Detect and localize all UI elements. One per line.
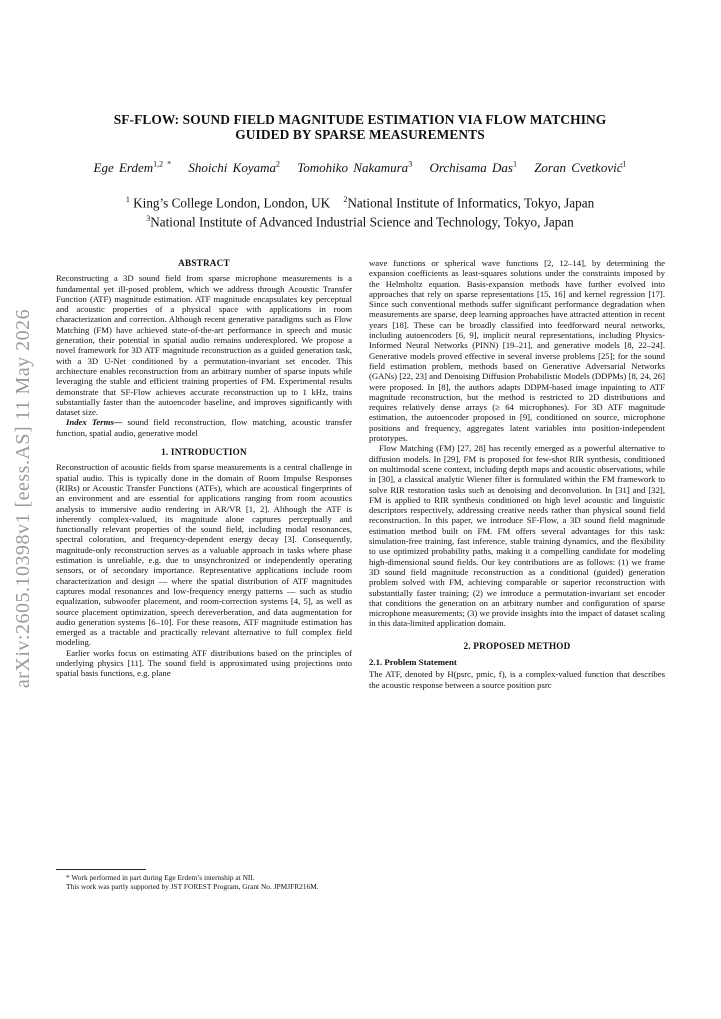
author-name: Zoran Cvetković (534, 160, 623, 176)
affil-mark: 1 (125, 195, 130, 204)
author-name: Shoichi Koyama (188, 160, 276, 176)
affil-mark: 2 (343, 195, 348, 204)
abstract-heading: ABSTRACT (178, 258, 230, 268)
title-line-1: SF-FLOW: SOUND FIELD MAGNITUDE ESTIMATION VIA FLOW MATCHING (113, 112, 607, 127)
affiliation-3: National Institute of Advanced Industrial Science and Technology, Tokyo, Japan (150, 214, 574, 230)
index-terms (56, 417, 352, 438)
author-affil-mark: 2 (275, 160, 280, 169)
author (429, 160, 517, 175)
affil-mark: 3 (146, 214, 151, 224)
right-column (369, 258, 665, 690)
arxiv-stamp-text: arXiv:2605.10398v1 [eess.AS] 11 May 2026 (12, 308, 35, 688)
author-affil-mark: 3 (408, 160, 413, 169)
footnotes (56, 873, 352, 891)
author-name: Orchisama Das (429, 160, 513, 176)
paper-title (60, 112, 660, 142)
affiliation-2: National Institute of Informatics, Tokyo, Japan (347, 195, 595, 211)
author (188, 160, 280, 175)
affiliations (40, 192, 680, 231)
left-column (56, 258, 352, 679)
affiliation-line-1 (40, 192, 680, 211)
intro-paragraph-1: Reconstruction of acoustic fields from sparse measurements is a central challenge in spatial audio. This is typically done in the domain of Room Impulse Responses (RIRs) or Acoustic Transfer Functions (ATFs), which are acoustical fingerprints of an environment and are essential for applications ranging from room acoustics analysis to immersive audio rendering in AR/VR [1, 2]. Although the ATF is inherently complex-valued, its magnitude alone captures perceptually and functionally relevant properties of the sound field, including modal resonances, spectral coloration, and frequency-dependent energy decay [3]. Consequently, magnitude-only reconstruction serves as a valuable approach in tasks where phase estimation is unreliable, e.g. due to unsynchronized or independently operating sensors, or of secondary importance. Representative applications include room characterization and design — where the spatial distribution of ATF magnitudes captures modal resonances and low-frequency energy patterns — such as studio equalization, subwoofer placement, and room-correction systems [4, 5], as well as source placement optimization, speech dereverberation, and data augmentation for audio generation systems [6–10]. For these reasons, ATF magnitude estimation has emerged as a tractable and practically relevant alternative to full complex field modeling. (56, 462, 352, 648)
author-affil-mark: 1,2 * (153, 160, 172, 169)
author (297, 160, 412, 175)
method-heading: 2. PROPOSED METHOD (463, 640, 571, 651)
arxiv-stamp (4, 288, 44, 708)
author-affil-mark: 1 (512, 160, 517, 169)
index-terms-text: sound field reconstruction, flow matching, acoustic transfer function, spatial audio, generative model (56, 417, 352, 438)
author-name: Tomohiko Nakamura (297, 160, 409, 176)
author-affil-mark: 1 (622, 160, 627, 169)
affiliation-1: King’s College London, London, UK (133, 195, 331, 211)
author-name: Ege Erdem (93, 160, 154, 176)
affiliation-line-2 (40, 211, 680, 230)
footnote-2: This work was partly supported by JST FOREST Program, Grant No. JPMJFR216M. (66, 882, 319, 891)
author (94, 160, 172, 175)
introduction-heading: 1. INTRODUCTION (161, 447, 247, 458)
intro-paragraph-3: wave functions or spherical wave functions [2, 12–14], by determining the expansion coefficients as least-squares solutions under the constraints imposed by the Helmholtz equation. Basis-expansion methods have further evolved into approaches that rely on sparse representations [15, 16] and kernel regression [17]. Since such conventional methods suffer significant performance degradation when measurements are sparse, deep learning approaches have attracted attention in recent years [18]. These can be broadly classified into feedforward neural networks, including autoencoders [6, 9], implicit neural representations, including Physics-Informed Neural Networks (PINN) [19–21], and generative models [8, 22–24]. Generative models proved effective in several inverse problems [25]; for the sound field estimation problem, methods based on Generative Adversarial Networks (GANs) [22, 23] and Denoising Diffusion Probabilistic Models (DDPMs) [8, 24, 26] were proposed. In [8], the authors adapts DDPM-based image inpainting to ATF magnitude reconstruction, but the method is restricted to 2D distributions and requires relatively dense arrays (≥ 64 microphones). For 3D ATF magnitude estimation, the autoencoder proposed in [9], conditioned on source, microphone positions and frequency, aggregates latent variables into position-independent prototypes. (369, 258, 665, 444)
abstract-text: Reconstructing a 3D sound field from sparse microphone measurements is a fundamental yet ill-posed problem, which we address through Acoustic Transfer Function (ATF) magnitude estimation. ATF magnitude encapsulates key perceptual and acoustic properties of a physical space with applications in room characterization and correction. Although recent generative paradigms such as Flow Matching (FM) have achieved state-of-the-art performance in speech and music generation, their potential in spatial audio remains underexplored. We propose a novel framework for 3D ATF magnitude reconstruction as a guided generation task, with a 3D U-Net conditioned by a permutation-invariant set encoder. This architecture enables reconstruction from an arbitrary number of sparse inputs while leveraging the stable and efficient training properties of FM. Experimental results demonstrate that SF-Flow achieves accurate reconstruction up to 1 kHz, trains substantially faster than the autoencoder baseline, and improves significantly with dataset size. (56, 273, 352, 418)
index-terms-label: Index Terms— (66, 417, 123, 428)
title-line-2: GUIDED BY SPARSE MEASUREMENTS (235, 127, 485, 142)
intro-paragraph-2: Earlier works focus on estimating ATF distributions based on the principles of underlying physics [11]. The sound field is approximated using projections onto spatial basis functions, e.g. plane (56, 647, 352, 679)
intro-paragraph-4: Flow Matching (FM) [27, 28] has recently emerged as a powerful alternative to diffusion models. In [29], FM is proposed for few-shot RIR synthesis, conditioned on multimodal scene context, including depth maps and acoustic observations, while in [30], a classical analytic Wiener filter is formulated within the FM framework to solve RIR restoration tasks such as denoising and deconvolution. In [31] and [32], FM is applied to RIR synthesis conditioned on high level acoustic and linguistic descriptors respectively, addressing creative needs rather than physical sound field reconstruction. In this paper, we introduce SF-Flow, a 3D sound field magnitude estimation method built on FM. FM offers several advantages for this task: simulation-free training, fast inference, stable training dynamics, and the flexibility to use optimized probability paths, making it a compelling candidate for modeling high-dimensional sound fields. Our key contributions are as follows: (1) we frame 3D sound field magnitude reconstruction as a conditional (guided) generation problem solved with FM, achieving comparable or superior reconstruction with substantially faster training; (2) we introduce a permutation-invariant set encoder that conditions the generation on an arbitrary number and configuration of sparse microphone measurements; (3) we provide insights into the impact of dataset scaling in this data-limited application domain. (369, 443, 665, 629)
author (534, 160, 626, 175)
method-paragraph-1: The ATF, denoted by H(psrc, pmic, f), is a complex-valued function that describes the acoustic response between a source position psrc (369, 669, 665, 690)
footnote-rule (56, 869, 146, 870)
problem-statement-heading: 2.1. Problem Statement (369, 656, 457, 667)
author-list (40, 160, 680, 176)
footnote-1: * Work performed in part during Ege Erdem’s internship at NII. (66, 873, 255, 882)
